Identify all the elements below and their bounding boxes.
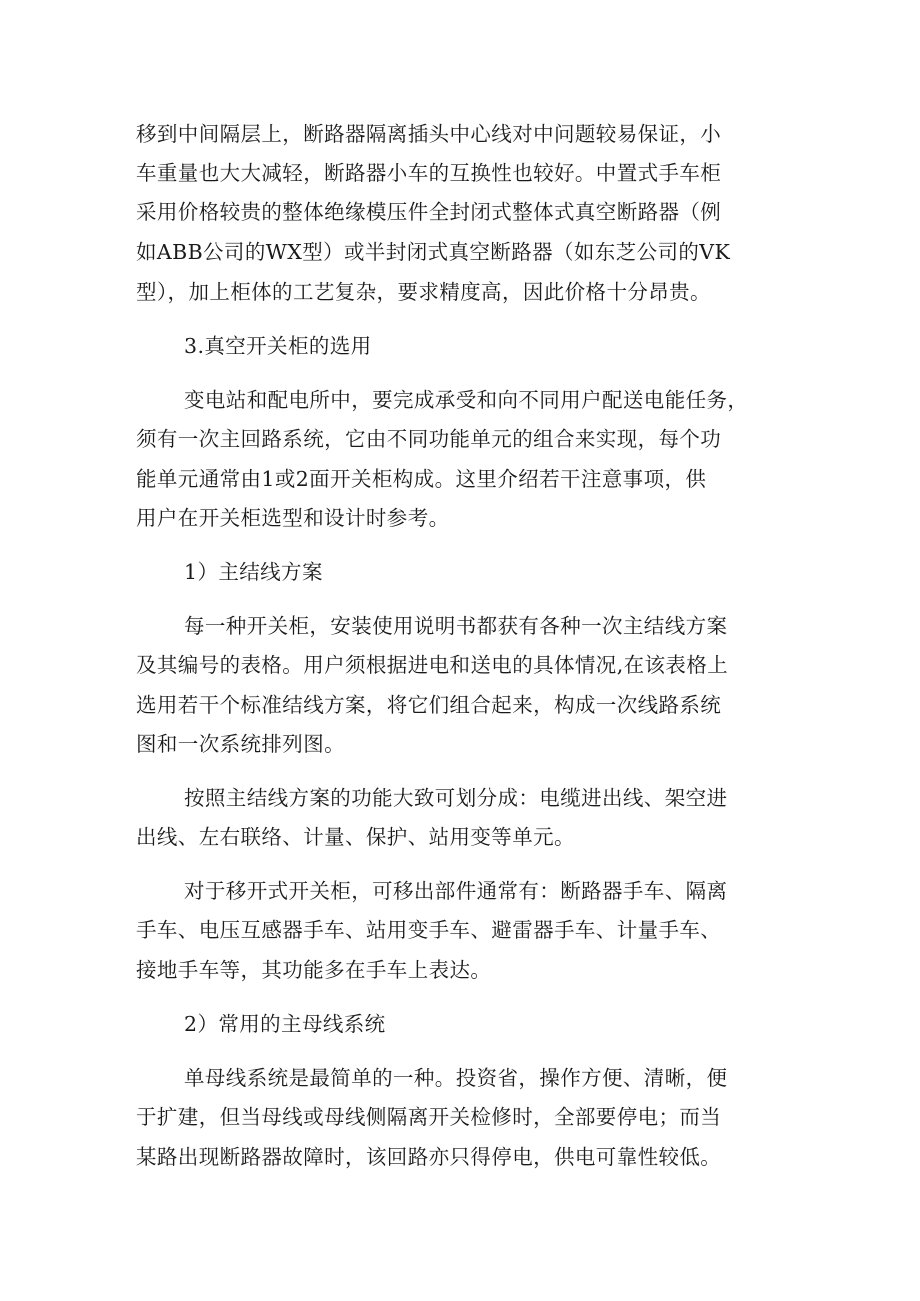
- text-line-10: 用户在开关柜选型和设计时参考。: [136, 506, 450, 530]
- text-line-24: 某路出现断路器故障时，该回路亦只得停电，供电可靠性较低。: [136, 1145, 722, 1169]
- text-line-14: 选用若干个标准结线方案，将它们组合起来，构成一次线路系统: [136, 693, 722, 717]
- text-line-2: 车重量也大大减轻，断路器小车的互换性也较好。中置式手车柜: [136, 161, 722, 185]
- text-line-4: 如ABB公司的WX型）或半封闭式真空断路器（如东芝公司的VK: [136, 240, 731, 264]
- subheading-1: 1）主结线方案: [184, 560, 323, 584]
- subheading-2: 2）常用的主母线系统: [184, 1012, 386, 1036]
- text-line-1: 移到中间隔层上，断路器隔离插头中心线对中问题较易保证，小: [136, 122, 722, 146]
- text-line-22: 单母线系统是最简单的一种。投资省，操作方便、清晰，便: [184, 1066, 728, 1090]
- text-line-16: 按照主结线方案的功能大致可划分成：电缆进出线、架空进: [184, 786, 728, 810]
- text-line-17: 出线、左右联络、计量、保护、站用变等单元。: [136, 825, 575, 849]
- text-line-3: 采用价格较贵的整体绝缘模压件全封闭式整体式真空断路器（例: [136, 200, 722, 224]
- text-line-5: 型），加上柜体的工艺复杂，要求精度高，因此价格十分昂贵。: [136, 280, 711, 304]
- text-line-13: 及其编号的表格。用户须根据进电和送电的具体情况,在该表格上: [136, 653, 729, 677]
- text-line-18: 对于移开式开关柜，可移出部件通常有：断路器手车、隔离: [184, 879, 728, 903]
- text-line-15: 图和一次系统排列图。: [136, 732, 345, 756]
- section-heading-3: 3.真空开关柜的选用: [184, 334, 372, 358]
- text-line-9: 能单元通常由1或2面开关柜构成。这里介绍若干注意事项，供: [136, 467, 707, 491]
- text-line-19: 手车、电压互感器手车、站用变手车、避雷器手车、计量手车、: [136, 918, 722, 942]
- text-line-8: 须有一次主回路系统，它由不同功能单元的组合来实现，每个功: [136, 427, 722, 451]
- text-line-23: 于扩建，但当母线或母线侧隔离开关检修时，全部要停电；而当: [136, 1105, 722, 1129]
- text-line-20: 接地手车等，其功能多在手车上表达。: [136, 958, 492, 982]
- text-line-7: 变电站和配电所中，要完成承受和向不同用户配送电能任务，: [184, 388, 749, 412]
- text-line-12: 每一种开关柜，安装使用说明书都获有各种一次主结线方案: [184, 614, 728, 638]
